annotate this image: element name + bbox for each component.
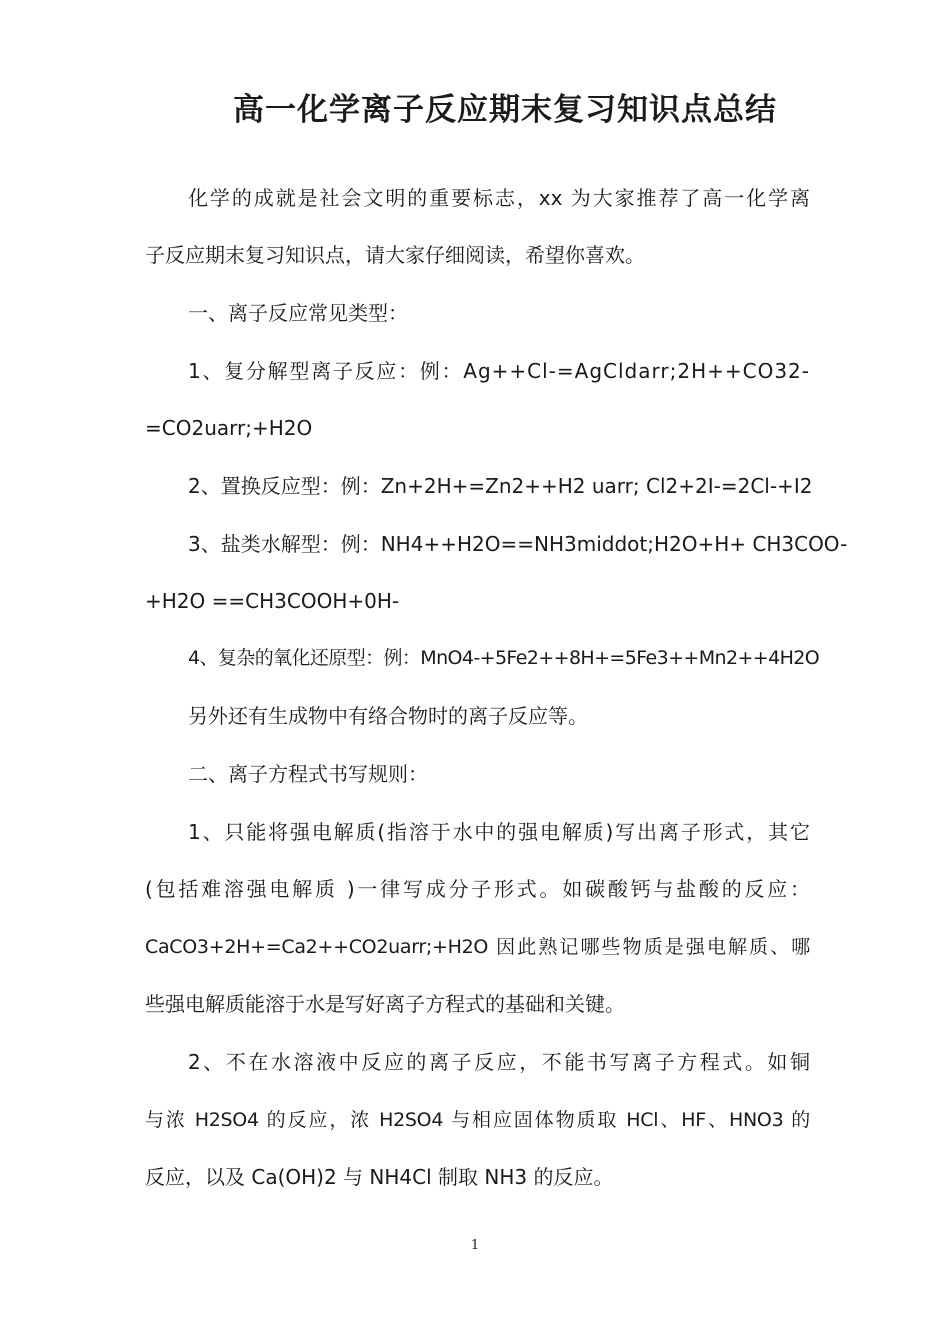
paragraph-line: (包括难溶强电解质 )一律写成分子形式。如碳酸钙与盐酸的反应： xyxy=(145,877,810,901)
paragraph-line: +H2O ==CH3COOH+0H- xyxy=(145,589,400,613)
paragraph-line: 4、复杂的氧化还原型：例：MnO4-+5Fe2++8H+=5Fe3++Mn2++4H2O xyxy=(188,647,820,669)
paragraph-line: 化学的成就是社会文明的重要标志，xx 为大家推荐了高一化学离 xyxy=(188,186,810,210)
page-title: 高一化学离子反应期末复习知识点总结 xyxy=(233,92,777,128)
page-number: 1 xyxy=(470,1238,480,1253)
paragraph-line: CaCO3+2H+=Ca2++CO2uarr;+H2O 因此熟记哪些物质是强电解质、哪 xyxy=(145,936,810,958)
paragraph-line: 反应，以及 Ca(OH)2 与 NH4Cl 制取 NH3 的反应。 xyxy=(145,1165,614,1189)
section-heading: 一、离子反应常见类型： xyxy=(188,301,408,325)
paragraph-line: 3、盐类水解型：例：NH4++H2O==NH3middot;H2O+H+ CH3COO- xyxy=(188,532,848,556)
paragraph-line: 与浓 H2SO4 的反应，浓 H2SO4 与相应固体物质取 HCl、HF、HNO3 的 xyxy=(145,1109,810,1131)
paragraph-line: 1、只能将强电解质(指溶于水中的强电解质)写出离子形式，其它 xyxy=(188,820,810,844)
paragraph-line: 2、置换反应型：例：Zn+2H+=Zn2++H2 uarr; Cl2+2I-=2Cl-+I2 xyxy=(188,474,813,498)
paragraph-line: =CO2uarr;+H2O xyxy=(145,416,313,440)
paragraph-line: 另外还有生成物中有络合物时的离子反应等。 xyxy=(188,704,588,728)
section-heading: 二、离子方程式书写规则： xyxy=(188,762,428,786)
paragraph-line: 子反应期末复习知识点，请大家仔细阅读，希望你喜欢。 xyxy=(145,243,645,267)
paragraph-line: 些强电解质能溶于水是写好离子方程式的基础和关键。 xyxy=(145,992,625,1016)
paragraph-line: 1、复分解型离子反应：例：Ag++Cl-=AgCldarr;2H++CO32- xyxy=(188,359,810,383)
paragraph-line: 2、不在水溶液中反应的离子反应，不能书写离子方程式。如铜 xyxy=(188,1050,810,1074)
